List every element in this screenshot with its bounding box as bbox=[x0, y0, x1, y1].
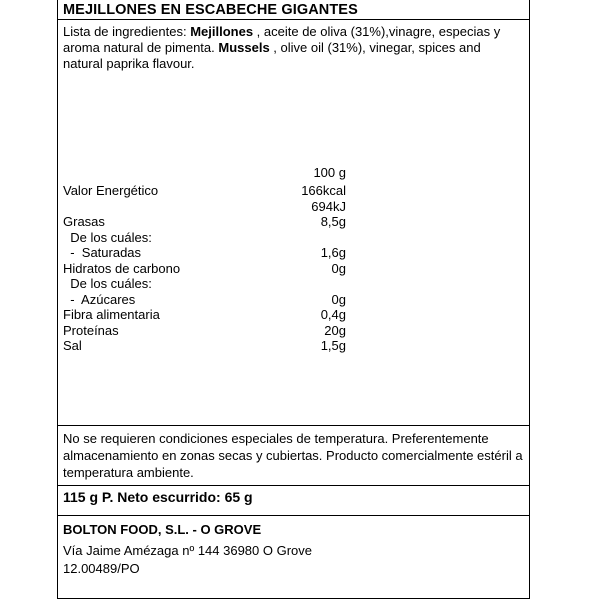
nutrition-value: 0,4g bbox=[320, 307, 346, 322]
nutrition-row bbox=[63, 338, 346, 353]
ingredients-prefix: Lista de ingredientes: bbox=[63, 24, 191, 39]
nutrition-label: Valor Energético bbox=[63, 183, 159, 198]
registry-number: 12.00489/PO bbox=[63, 561, 140, 576]
nutrition-label: De los cuáles: bbox=[63, 276, 152, 291]
net-weight: 115 g P. Neto escurrido: 65 g bbox=[63, 489, 253, 505]
nutrition-label: Hidratos de carbono bbox=[63, 260, 181, 276]
nutrition-row bbox=[63, 261, 346, 276]
nutrition-row bbox=[63, 230, 346, 245]
nutrition-row bbox=[63, 214, 346, 229]
divider-title bbox=[57, 19, 530, 20]
nutrition-row bbox=[63, 199, 346, 214]
company-name: BOLTON FOOD, S.L. - O GROVE bbox=[63, 522, 262, 537]
nutrition-row bbox=[63, 323, 346, 338]
nutrition-row bbox=[63, 276, 346, 291]
storage-text: No se requieren condiciones especiales de temperatura. Preferentemente almacenamiento en zonas secas y cubiertas. Producto comercialmente estéril a temperatura ambiente. bbox=[63, 431, 523, 480]
nutrition-row bbox=[63, 183, 346, 198]
nutrition-label: Fibra alimentaria bbox=[63, 307, 160, 322]
ingredients-es-main: Mejillones bbox=[190, 24, 254, 39]
nutrition-label: Sal bbox=[63, 338, 82, 353]
nutrition-label: - Saturadas bbox=[63, 245, 142, 260]
ingredients-es-rest: , aceite de oliva (31%),vinagre, especias y aroma natural de pimenta. bbox=[63, 24, 501, 55]
nutrition-value: 0g bbox=[331, 260, 346, 276]
company-address: Vía Jaime Amézaga nº 144 36980 O Grove bbox=[63, 543, 313, 558]
ingredients-en-main: Mussels bbox=[218, 40, 270, 55]
divider-company bbox=[57, 515, 530, 516]
product-title: MEJILLONES EN ESCABECHE GIGANTES bbox=[63, 2, 358, 18]
ingredients-text bbox=[63, 24, 523, 72]
nutrition-label: - Azúcares bbox=[63, 291, 136, 307]
nutrition-label: Grasas bbox=[63, 214, 105, 229]
nutrition-value: 694kJ bbox=[311, 198, 346, 214]
nutrition-row bbox=[63, 292, 346, 307]
divider-storage bbox=[57, 425, 530, 426]
ingredients-en-rest: , olive oil (31%), vinegar, spices and natural paprika flavour. bbox=[63, 40, 481, 71]
nutrition-value: 20g bbox=[324, 322, 346, 338]
nutrition-label: Proteínas bbox=[63, 322, 119, 338]
nutrition-value: 1,6g bbox=[320, 245, 346, 260]
nutrition-row bbox=[63, 307, 346, 322]
nutrition-value: 0g bbox=[331, 291, 346, 307]
divider-weights bbox=[57, 485, 530, 486]
nutrition-value: 1,5g bbox=[320, 338, 346, 353]
nutrition-value: 8,5g bbox=[320, 214, 346, 229]
nutrition-header-value: 100 g bbox=[313, 165, 346, 180]
nutrition-header bbox=[63, 165, 346, 180]
nutrition-label: De los cuáles: bbox=[63, 229, 152, 245]
nutrition-value: 166kcal bbox=[301, 183, 346, 198]
nutrition-row bbox=[63, 245, 346, 260]
